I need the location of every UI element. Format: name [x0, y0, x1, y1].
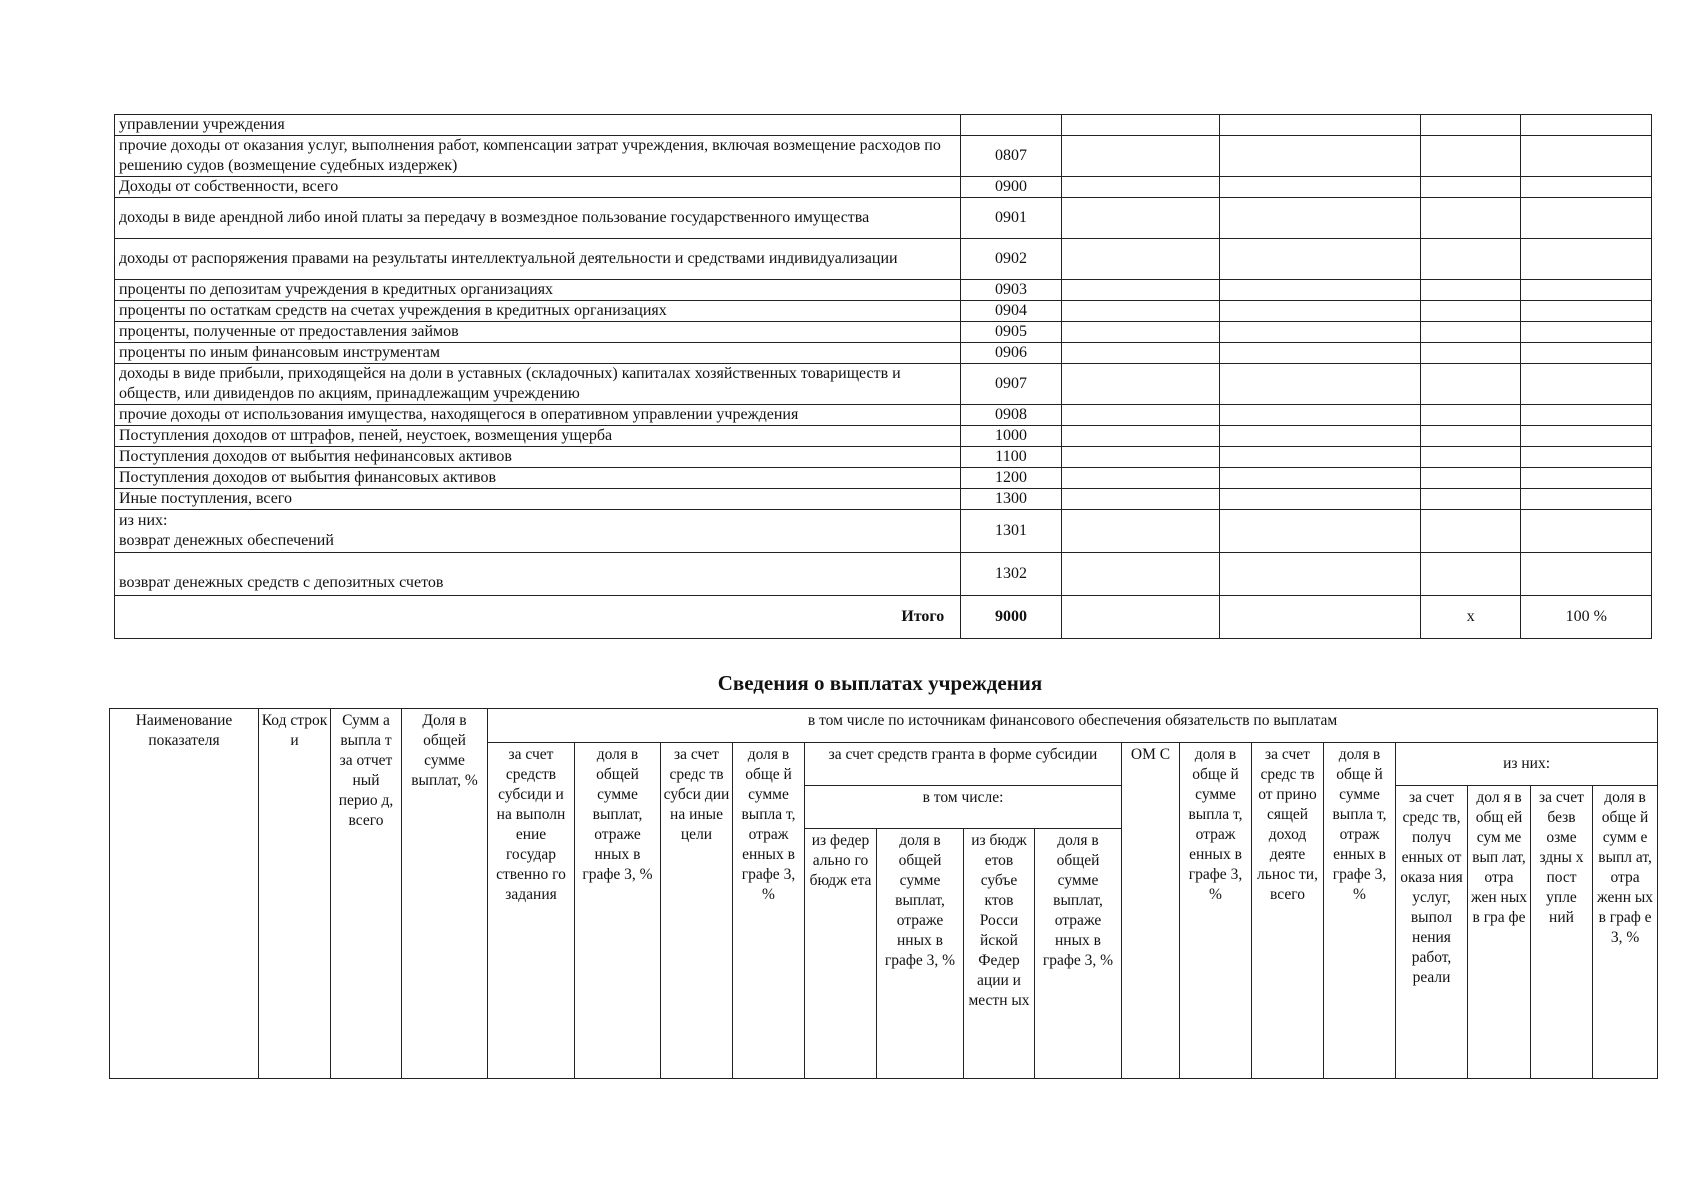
empty-cell: [1521, 322, 1652, 343]
empty-cell: [1521, 489, 1652, 510]
total-row: [115, 596, 1652, 639]
col-header-federal: из федер ально го бюдж ета: [805, 829, 877, 1079]
empty-cell: [1421, 322, 1521, 343]
table-row: [115, 447, 1652, 468]
row-code: 1300: [961, 489, 1061, 510]
row-name-text: доходы в виде прибыли, приходящейся на доли в уставных (складочных) капиталах хозяйственных товариществ и обществ, или дивидендов по акциям, принадлежащим учреждению: [119, 365, 901, 402]
empty-cell: [1521, 280, 1652, 301]
empty-cell: [1521, 447, 1652, 468]
empty-cell: [1421, 489, 1521, 510]
table-row: [115, 115, 1652, 136]
empty-cell: [1220, 301, 1421, 322]
row-name-text: доходы от распоряжения правами на результаты интеллектуальной деятельности и средствами индивидуализации: [119, 250, 898, 267]
empty-cell: [1421, 198, 1521, 239]
empty-cell: [1220, 468, 1421, 489]
empty-cell: [1521, 301, 1652, 322]
row-code: 1200: [961, 468, 1061, 489]
empty-cell: [1521, 343, 1652, 364]
empty-cell: [1421, 447, 1521, 468]
empty-cell: [1521, 405, 1652, 426]
table-row: [115, 301, 1652, 322]
row-name: [115, 177, 961, 198]
empty-cell: [1220, 239, 1421, 280]
empty-cell: [1220, 322, 1421, 343]
col-header-share: Доля в общей сумме выплат, %: [402, 709, 488, 1079]
row-name-text: проценты по депозитам учреждения в кредитных организациях: [119, 281, 554, 298]
empty-cell: [1220, 115, 1421, 136]
empty-cell: [1061, 280, 1220, 301]
empty-cell: [1220, 405, 1421, 426]
empty-cell: [1421, 553, 1521, 596]
col-header-other-subsidy: за счет средс тв субси дии на иные цели: [661, 743, 733, 1079]
empty-cell: [1220, 280, 1421, 301]
row-code: 1000: [961, 426, 1061, 447]
empty-cell: [1421, 239, 1521, 280]
row-code: 0907: [961, 364, 1061, 405]
income-table: [114, 114, 1652, 639]
row-name: [115, 510, 961, 553]
empty-cell: [1421, 426, 1521, 447]
empty-cell: [1061, 136, 1220, 177]
row-name: [115, 322, 961, 343]
col-header-share-c: доля в общей сумме выплат, отраже нных в графе 3, %: [877, 829, 964, 1079]
row-name-text: Поступления доходов от штрафов, пеней, неустоек, возмещения ущерба: [119, 427, 613, 444]
total-code: 9000: [961, 596, 1061, 639]
row-name: [115, 447, 961, 468]
row-name: [115, 136, 961, 177]
empty-cell: [1061, 177, 1220, 198]
table-row: [115, 280, 1652, 301]
empty-cell: [1421, 177, 1521, 198]
empty-cell: [1220, 426, 1421, 447]
empty-cell: [1220, 510, 1421, 553]
col-header-share-a: доля в общей сумме выплат, отраже нных в графе 3, %: [575, 743, 661, 1079]
empty-cell: [1220, 136, 1421, 177]
table-row: [115, 343, 1652, 364]
col-header-share-h: доля в обще й сумм е выпл ат, отра женн ых в граф е 3, %: [1593, 786, 1658, 1079]
row-code: 0900: [961, 177, 1061, 198]
empty-cell: [1220, 596, 1421, 639]
empty-cell: [1421, 468, 1521, 489]
row-code: 0903: [961, 280, 1061, 301]
empty-cell: [1220, 198, 1421, 239]
row-code: 1100: [961, 447, 1061, 468]
table-row: [115, 177, 1652, 198]
empty-cell: [1061, 405, 1220, 426]
col-header-oms: ОМ С: [1122, 743, 1180, 1079]
col-header-grant: за счет средств гранта в форме субсидии: [805, 743, 1122, 786]
empty-cell: [1061, 510, 1220, 553]
empty-cell: [1521, 553, 1652, 596]
empty-cell: [1421, 301, 1521, 322]
empty-cell: [1421, 115, 1521, 136]
row-name: [115, 468, 961, 489]
empty-cell: [1421, 280, 1521, 301]
row-name-text: Иные поступления, всего: [119, 490, 292, 507]
row-name-text: управлении учреждения: [119, 116, 285, 133]
empty-cell: [1061, 489, 1220, 510]
empty-cell: [1061, 322, 1220, 343]
row-name: [115, 239, 961, 280]
row-code: 0905: [961, 322, 1061, 343]
section-title: Сведения о выплатах учреждения: [717, 671, 1043, 695]
total-col6: 100 %: [1521, 596, 1652, 639]
row-name-text: проценты, полученные от предоставления займов: [119, 323, 459, 340]
row-name-text: прочие доходы от использования имущества, находящегося в оперативном управлении учреждения: [119, 406, 799, 423]
row-name-line1: из них:: [119, 512, 168, 529]
row-name-text: проценты по остаткам средств на счетах учреждения в кредитных организациях: [119, 302, 667, 319]
table-row: [115, 198, 1652, 239]
col-header-free: за счет безв озме здны х пост упле ний: [1531, 786, 1593, 1079]
row-name: [115, 198, 961, 239]
row-name-text: Поступления доходов от выбытия финансовых активов: [119, 469, 497, 486]
row-name: [115, 364, 961, 405]
col-header-share-f: доля в обще й сумме выпла т, отраж енных в графе 3, %: [1324, 743, 1396, 1079]
row-code: 0906: [961, 343, 1061, 364]
row-code: 0807: [961, 136, 1061, 177]
row-name: [115, 405, 961, 426]
col-header-income: за счет средс тв от прино сящей доход деяте льнос ти, всего: [1252, 743, 1324, 1079]
col-header-share-g: дол я в общ ей сум ме вып лат, отра жен ных в гра фе: [1468, 786, 1531, 1079]
table-row: [115, 489, 1652, 510]
row-name-text: прочие доходы от оказания услуг, выполнения работ, компенсации затрат учреждения, включая возмещение расходов по решению судов (возмещение судебных издержек): [119, 137, 941, 174]
total-label: Итого: [115, 596, 961, 639]
empty-cell: [1061, 468, 1220, 489]
col-header-incl: в том числе:: [805, 786, 1122, 829]
row-name-text: возврат денежных средств с депозитных счетов: [119, 574, 444, 591]
col-header-share-e: доля в обще й сумме выпла т, отраж енных в графе 3, %: [1180, 743, 1252, 1079]
empty-cell: [1061, 343, 1220, 364]
row-name: [115, 489, 961, 510]
empty-cell: [1220, 553, 1421, 596]
empty-cell: [1061, 596, 1220, 639]
empty-cell: [1521, 177, 1652, 198]
empty-cell: [1521, 239, 1652, 280]
table-row: [115, 364, 1652, 405]
empty-cell: [1220, 364, 1421, 405]
empty-cell: [1521, 136, 1652, 177]
row-name: [115, 280, 961, 301]
col-header-services: за счет средс тв, получ енных от оказа ния услуг, выпол нения работ, реали: [1396, 786, 1468, 1079]
empty-cell: [1061, 364, 1220, 405]
empty-cell: [1061, 553, 1220, 596]
table-row: [115, 239, 1652, 280]
col-header-regional: из бюдж етов субъе ктов Росси йской Федер ации и местн ых: [964, 829, 1035, 1079]
row-name: [115, 426, 961, 447]
empty-cell: [1061, 239, 1220, 280]
empty-cell: [1521, 115, 1652, 136]
empty-cell: [1061, 115, 1220, 136]
payments-table: [109, 708, 1658, 1079]
empty-cell: [1421, 136, 1521, 177]
empty-cell: [1421, 405, 1521, 426]
row-code: 1301: [961, 510, 1061, 553]
table-row: [115, 510, 1652, 553]
row-code: 1302: [961, 553, 1061, 596]
empty-cell: [1220, 177, 1421, 198]
row-name: [115, 343, 961, 364]
table-row: [115, 322, 1652, 343]
empty-cell: [1061, 447, 1220, 468]
empty-cell: [1521, 510, 1652, 553]
col-header-share-d: доля в общей сумме выплат, отраже нных в графе 3, %: [1035, 829, 1122, 1079]
row-name-text: доходы в виде арендной либо иной платы за передачу в возмездное пользование государственного имущества: [119, 209, 870, 226]
table-row: [115, 553, 1652, 596]
row-code: [961, 115, 1061, 136]
income-table-body: [115, 115, 1652, 639]
empty-cell: [1061, 426, 1220, 447]
col-header-sum: Сумм а выпла т за отчет ный перио д, всего: [331, 709, 402, 1079]
empty-cell: [1521, 198, 1652, 239]
col-header-sources: в том числе по источникам финансового обеспечения обязательств по выплатам: [488, 709, 1658, 743]
empty-cell: [1521, 468, 1652, 489]
row-code: 0902: [961, 239, 1061, 280]
empty-cell: [1061, 301, 1220, 322]
empty-cell: [1521, 426, 1652, 447]
col-header-subsidy-task: за счет средств субсиди и на выполн ение государ ственно го задания: [488, 743, 575, 1079]
empty-cell: [1521, 364, 1652, 405]
table-row: [115, 468, 1652, 489]
row-name: [115, 301, 961, 322]
row-name: [115, 115, 961, 136]
table-row: [115, 426, 1652, 447]
table-row: [115, 405, 1652, 426]
row-code: 0901: [961, 198, 1061, 239]
table-row: [115, 136, 1652, 177]
empty-cell: [1220, 489, 1421, 510]
col-header-share-b: доля в обще й сумме выпла т, отраж енных в графе 3, %: [733, 743, 805, 1079]
empty-cell: [1421, 364, 1521, 405]
row-code: 0904: [961, 301, 1061, 322]
row-name-text: проценты по иным финансовым инструментам: [119, 344, 440, 361]
row-code: 0908: [961, 405, 1061, 426]
total-col5: x: [1421, 596, 1521, 639]
row-name-text: возврат денежных обеспечений: [119, 532, 334, 549]
empty-cell: [1421, 510, 1521, 553]
row-name-text: Поступления доходов от выбытия нефинансовых активов: [119, 448, 512, 465]
col-header-code: Код строк и: [259, 709, 331, 1079]
empty-cell: [1061, 198, 1220, 239]
empty-cell: [1220, 447, 1421, 468]
col-header-of-them: из них:: [1396, 743, 1658, 786]
empty-cell: [1220, 343, 1421, 364]
col-header-name: Наименование показателя: [110, 709, 259, 1079]
row-name-text: Доходы от собственности, всего: [119, 178, 339, 195]
empty-cell: [1421, 343, 1521, 364]
row-name: [115, 553, 961, 596]
